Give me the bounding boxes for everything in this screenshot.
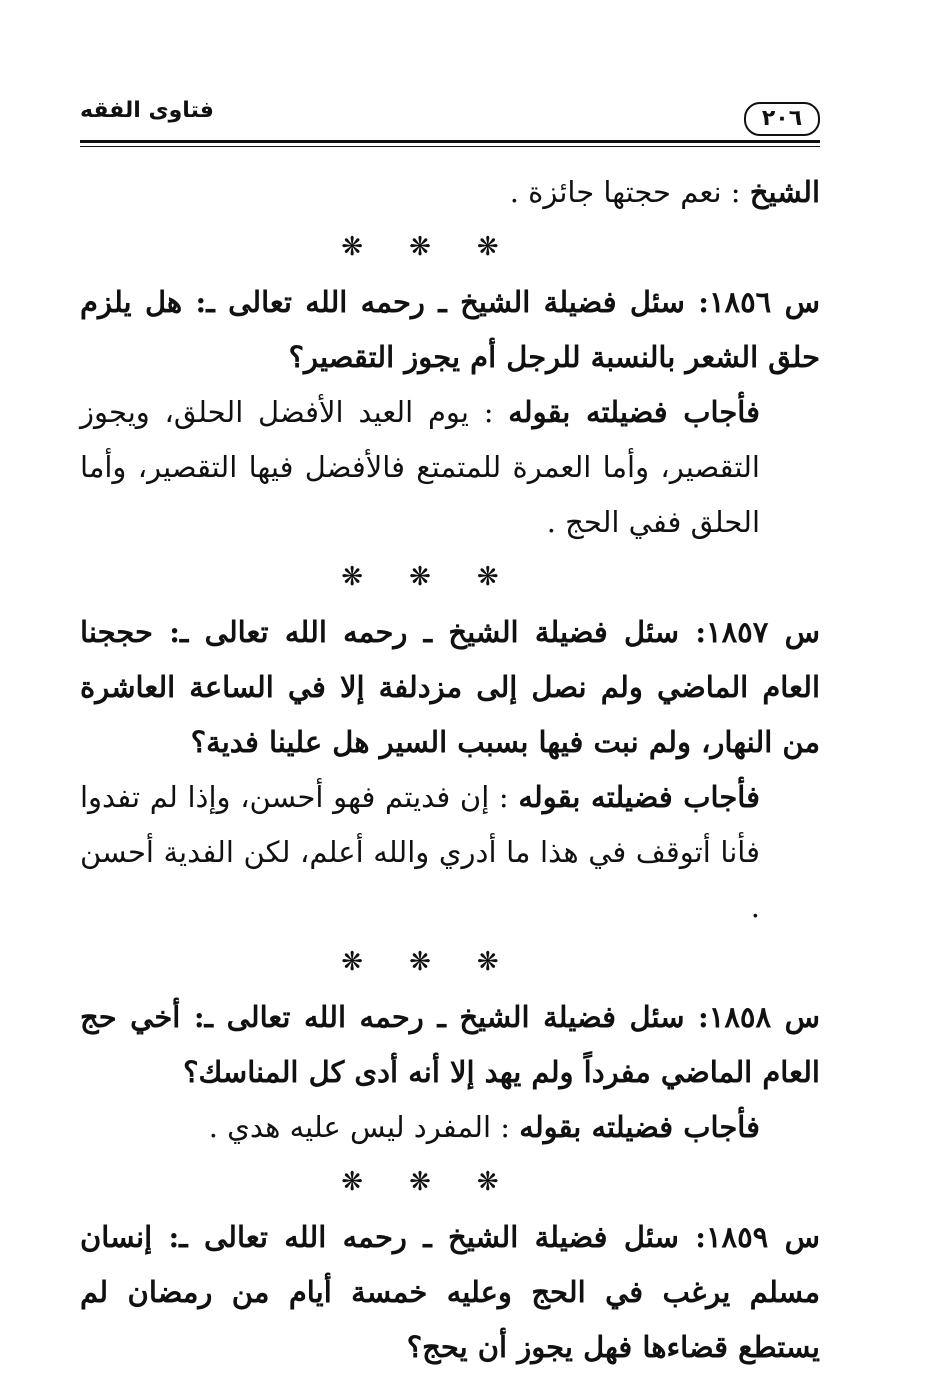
answer-text: : يوم العيد الأفضل الحلق، ويجوز التقصير، وأما العمرة للمتمتع فالأفضل فيها التقصير، وأما الحلق ففي الحج . — [80, 395, 760, 539]
book-title: فتاوى الفقه — [80, 98, 214, 123]
answer-text: : إن فديتم فهو أحسن، وإذا لم تفدوا فأنا أتوقف في هذا ما أدري والله أعلم، لكن الفدية أحسن . — [80, 780, 760, 924]
question-text: س ١٨٥٩: سئل فضيلة الشيخ ـ رحمه الله تعالى ـ: إنسان مسلم يرغب في الحج وعليه خمسة أيام من رمضان لم يستطع قضاءها فهل يجوز أن يحج؟ — [80, 1220, 821, 1364]
question-paragraph — [80, 605, 820, 770]
star-ornament-icon: ❋ — [341, 562, 394, 592]
question-paragraph — [80, 1210, 820, 1375]
page-number: ٢٠٦ — [744, 102, 820, 136]
star-ornament-icon: ❋ — [341, 947, 394, 977]
page-body — [80, 165, 820, 1375]
answer-text: : المفرد ليس عليه هدي . — [208, 1110, 511, 1144]
star-ornament-icon: ❋ — [409, 232, 461, 262]
star-ornament-icon: ❋ — [409, 947, 461, 977]
answer-paragraph — [80, 1100, 820, 1155]
section-separator — [80, 935, 820, 990]
star-ornament-icon: ❋ — [476, 232, 529, 262]
section-separator — [80, 220, 820, 275]
answer-paragraph — [80, 165, 820, 220]
question-text: س ١٨٥٦: سئل فضيلة الشيخ ـ رحمه الله تعالى ـ: هل يلزم حلق الشعر بالنسبة للرجل أم يجوز التقصير؟ — [80, 285, 820, 374]
section-separator — [80, 550, 820, 605]
star-ornament-icon: ❋ — [476, 562, 529, 592]
star-ornament-icon: ❋ — [476, 1167, 529, 1197]
question-text: س ١٨٥٧: سئل فضيلة الشيخ ـ رحمه الله تعالى ـ: حججنا العام الماضي ولم نصل إلى مزدلفة إلا في الساعة العاشرة من النهار، ولم نبت فيها بسبب السير هل علينا فدية؟ — [80, 615, 821, 759]
question-paragraph — [80, 275, 820, 385]
answer-lead: فأجاب فضيلته بقوله — [518, 780, 760, 814]
star-ornament-icon: ❋ — [341, 232, 394, 262]
star-ornament-icon: ❋ — [409, 1167, 461, 1197]
answer-paragraph — [80, 385, 820, 550]
answer-lead: الشيخ — [749, 175, 820, 209]
star-ornament-icon: ❋ — [409, 562, 461, 592]
document-page — [80, 96, 820, 1375]
section-separator — [80, 1155, 820, 1210]
question-paragraph — [80, 990, 820, 1100]
star-ornament-icon: ❋ — [476, 947, 529, 977]
star-ornament-icon: ❋ — [341, 1167, 394, 1197]
answer-paragraph — [80, 770, 820, 935]
answer-text: : نعم حجتها جائزة . — [509, 175, 741, 209]
page-header — [80, 96, 820, 143]
answer-lead: فأجاب فضيلته بقوله — [519, 1110, 760, 1144]
answer-lead: فأجاب فضيلته بقوله — [508, 395, 760, 429]
question-text: س ١٨٥٨: سئل فضيلة الشيخ ـ رحمه الله تعالى ـ: أخي حج العام الماضي مفرداً ولم يهد إلا أنه أدى كل المناسك؟ — [80, 1000, 820, 1089]
